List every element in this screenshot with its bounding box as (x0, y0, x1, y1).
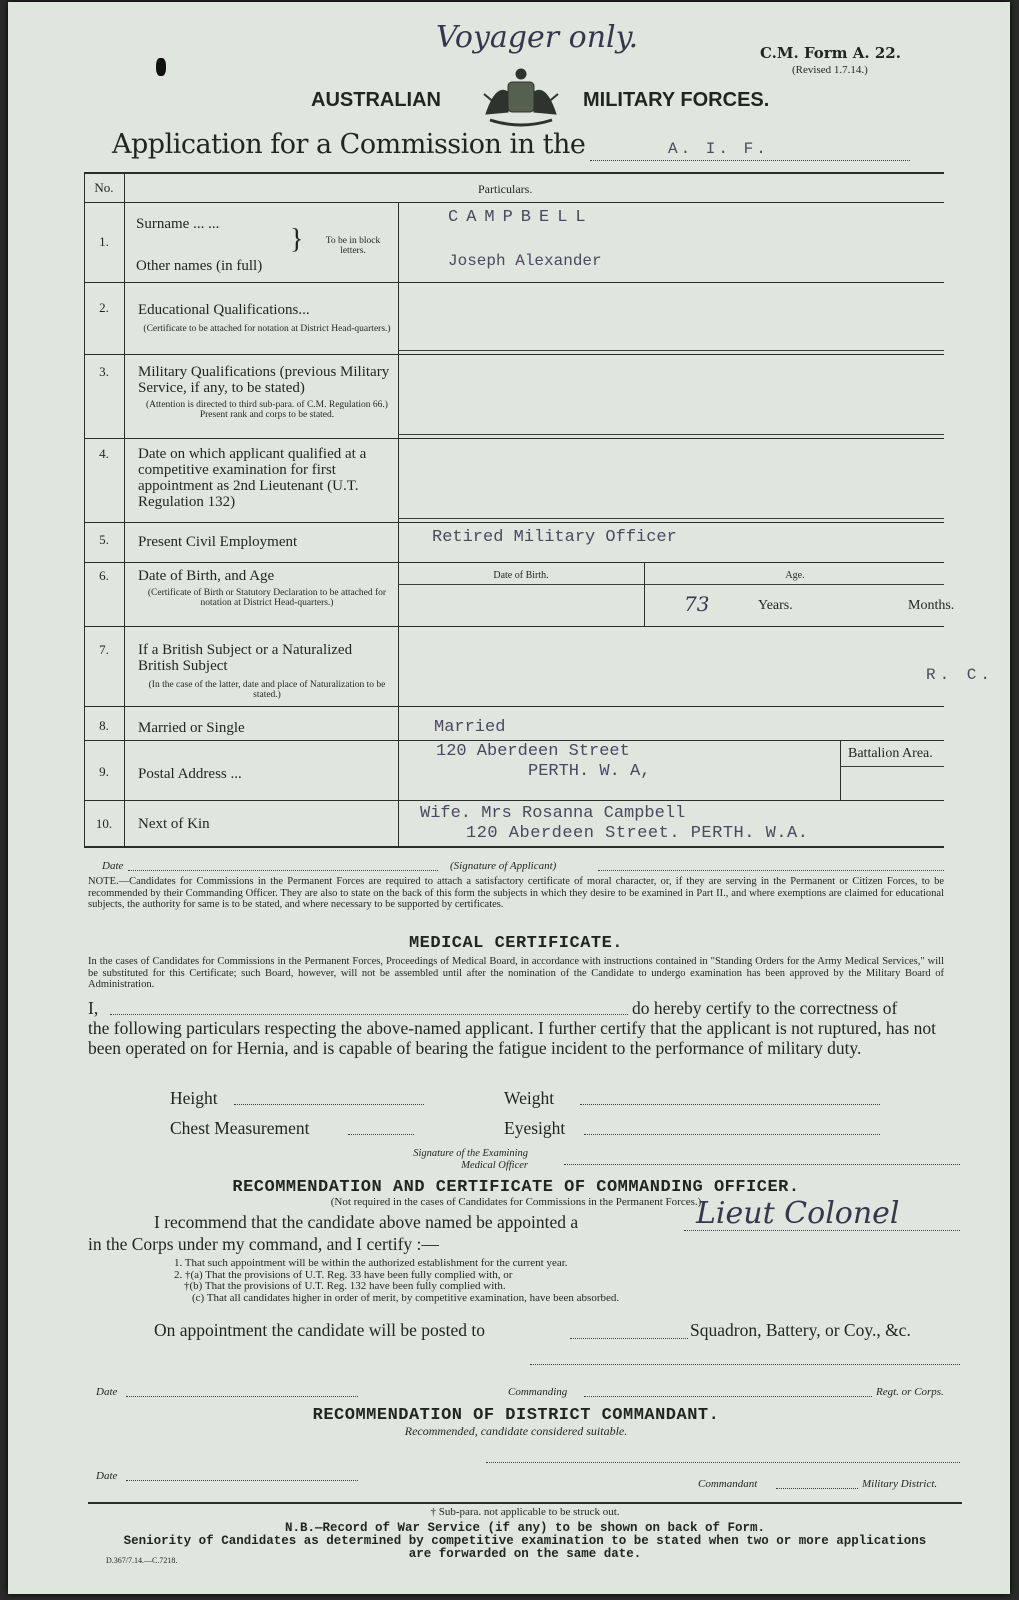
row-1-note: To be in block letters. (325, 236, 381, 256)
co-date-label: Date (96, 1386, 118, 1398)
row-4-label: Date on which applicant qualified at a competitive examination for first appointment as 2nd Lieutenant (U.T. Regulation 132) (138, 446, 367, 510)
posted-text: On appointment the candidate will be posted to (154, 1320, 485, 1340)
co-corps-text: in the Corps under my command, and I certify :— (88, 1234, 439, 1254)
district-date-label: Date (96, 1470, 118, 1482)
row-8-number: 8. (99, 718, 109, 733)
eyesight-label: Eyesight (504, 1118, 566, 1138)
examining-officer-label: Signature of the Examining Medical Officer (413, 1148, 528, 1171)
force-name: A. I. F. (668, 140, 769, 158)
row-3-label: Military Qualifications (previous Military Service, if any, to be stated) (138, 364, 390, 396)
district-commandant-heading: RECOMMENDATION OF DISTRICT COMMANDANT. (312, 1406, 720, 1425)
battalion-area-label: Battalion Area. (848, 746, 933, 761)
col-no-header: No. (94, 180, 114, 195)
age-subheader: Age. (785, 570, 805, 581)
district-recommended-text: Recommended, candidate considered suitable. (404, 1424, 628, 1438)
col-particulars-header: Particulars. (478, 182, 533, 196)
row-5-label: Present Civil Employment (138, 534, 298, 550)
co-subheading: (Not required in the cases of Candidates for Commissions in the Permanent Forces.) (330, 1196, 702, 1208)
row-5-number: 5. (99, 532, 109, 547)
age-years-value: 73 (684, 592, 710, 616)
row-8-label: Married or Single (138, 720, 245, 736)
row-6-note: (Certificate of Birth or Statutory Declaration to be attached for notation at District Head-quarters.) (147, 588, 387, 608)
row-3-number: 3. (99, 364, 109, 379)
row-7-note: (In the case of the latter, date and place of Naturalization to be stated.) (148, 680, 386, 700)
co-conditions: 1. That such appointment will be within the authorized establishment for the current year. 2. †(a) That the provisions of U.T. Reg. 33 have been fully complied with, or †(b) That the provisions of U.T. Reg. 132 have been fully complied with. (c) That all candidates higher in order of merit, by competitive examination, have been absorbed. (174, 1257, 620, 1304)
row-6-label: Date of Birth, and Age (138, 568, 275, 584)
sub-para-note: † Sub-para. not applicable to be struck out. (430, 1506, 620, 1518)
row-1-number: 1. (99, 234, 109, 249)
form-revision: (Revised 1.7.14.) (792, 64, 868, 76)
next-of-kin-line-2: 120 Aberdeen Street. PERTH. W.A. (466, 824, 809, 843)
next-of-kin-line-1: Wife. Mrs Rosanna Campbell (420, 804, 686, 823)
coat-of-arms-icon (476, 64, 566, 134)
ink-blot (156, 58, 166, 76)
date-label: Date (102, 860, 124, 872)
civil-employment-value: Retired Military Officer (432, 528, 677, 547)
row-2-note: (Certificate to be attached for notation at District Head-quarters.) (143, 324, 391, 334)
military-district-label: Military District. (862, 1478, 938, 1490)
co-recommend-text: I recommend that the candidate above named be appointed a (154, 1212, 579, 1232)
header-left-word: AUSTRALIAN (311, 89, 441, 111)
footer-nb: N.B.—Record of War Service (if any) to be shown on back of Form. Seniority of Candidates as determined by competitive examination to be stated when two or more applications are forwarded on the same date. (123, 1521, 927, 1561)
row-1-label-b: Other names (in full) (136, 258, 263, 274)
years-label: Years. (758, 598, 793, 613)
medical-statement: the following particulars respecting the above-named applicant. I further certify that the applicant is not ruptured, has not been operated on for Hernia, and is capable of bearing the fatigue incident to the performance of military duty. (88, 1018, 936, 1058)
row-10-label: Next of Kin (138, 816, 210, 832)
address-line-2: PERTH. W. A, (528, 762, 651, 781)
row-7-label: If a British Subject or a Naturalized British Subject (138, 642, 353, 674)
brace-icon: } (290, 224, 304, 255)
row-7-number: 7. (99, 642, 109, 657)
weight-label: Weight (504, 1088, 555, 1108)
chest-measurement-label: Chest Measurement (170, 1118, 310, 1138)
print-code: D.367/7.14.—C.7218. (106, 1556, 178, 1565)
page-title: Application for a Commission in the (112, 129, 586, 160)
row-6-number: 6. (99, 568, 109, 583)
row-3-note: (Attention is directed to third sub-para. of C.M. Regulation 66.) Present rank and corps to be stated. (146, 400, 388, 420)
row-4-number: 4. (99, 446, 109, 461)
height-label: Height (170, 1088, 218, 1108)
applicant-signature-label: (Signature of Applicant) (450, 860, 557, 872)
appointment-rank-value: Lieut Colonel (696, 1196, 900, 1231)
row-2-number: 2. (99, 300, 109, 315)
note-paragraph: NOTE.—Candidates for Commissions in the Permanent Forces are required to attach a satisfactory certificate of moral character, or, if they are serving in the Permanent or Citizen Forces, to be recommended by their Commanding Officer. They are also to state on the back of this form the subjects in which they desire to be examined in Part II., and where exemptions are claimed for educational subjects, the authority for same is to be stated, and where necessary to be supported by certificates. (88, 876, 944, 910)
form-sheet (8, 2, 1010, 1594)
medical-paragraph: In the cases of Candidates for Commissions in the Permanent Forces, Proceedings of Medical Board, in accordance with instructions contained in "Standing Orders for the Army Medical Services," will be substituted for this Certificate; such Board, however, will not be assembled until after the nomination of the Candidate to undergo examination has been approved by the Military Board of Administration. (88, 956, 944, 990)
handwritten-annotation: Voyager only. (436, 20, 639, 55)
surname-value: CAMPBELL (448, 208, 594, 227)
medical-certificate-heading: MEDICAL CERTIFICATE. (408, 934, 624, 953)
months-label: Months. (908, 598, 955, 613)
medical-certify-text: do hereby certify to the correctness of (632, 998, 898, 1018)
medical-i-label: I, (88, 998, 99, 1018)
marital-status-value: Married (434, 718, 506, 737)
religion-value: R. C. (926, 666, 995, 684)
dob-subheader: Date of Birth. (493, 570, 549, 581)
commandant-label: Commandant (698, 1478, 758, 1490)
squadron-text: Squadron, Battery, or Coy., &c. (690, 1320, 911, 1340)
row-1-label-a: Surname ... ... (136, 216, 220, 232)
header-right-word: MILITARY FORCES. (583, 89, 770, 111)
row-2-label: Educational Qualifications... (138, 302, 310, 318)
other-names-value: Joseph Alexander (448, 252, 602, 270)
co-recommendation-heading: RECOMMENDATION AND CERTIFICATE OF COMMANDING OFFICER. (232, 1178, 800, 1197)
address-line-1: 120 Aberdeen Street (436, 742, 630, 761)
commanding-label: Commanding (508, 1386, 568, 1398)
form-number: C.M. Form A. 22. (760, 44, 901, 62)
row-9-number: 9. (99, 764, 109, 779)
regt-corps-label: Regt. or Corps. (876, 1386, 944, 1398)
row-10-number: 10. (95, 816, 113, 831)
row-9-label: Postal Address ... (138, 766, 242, 782)
